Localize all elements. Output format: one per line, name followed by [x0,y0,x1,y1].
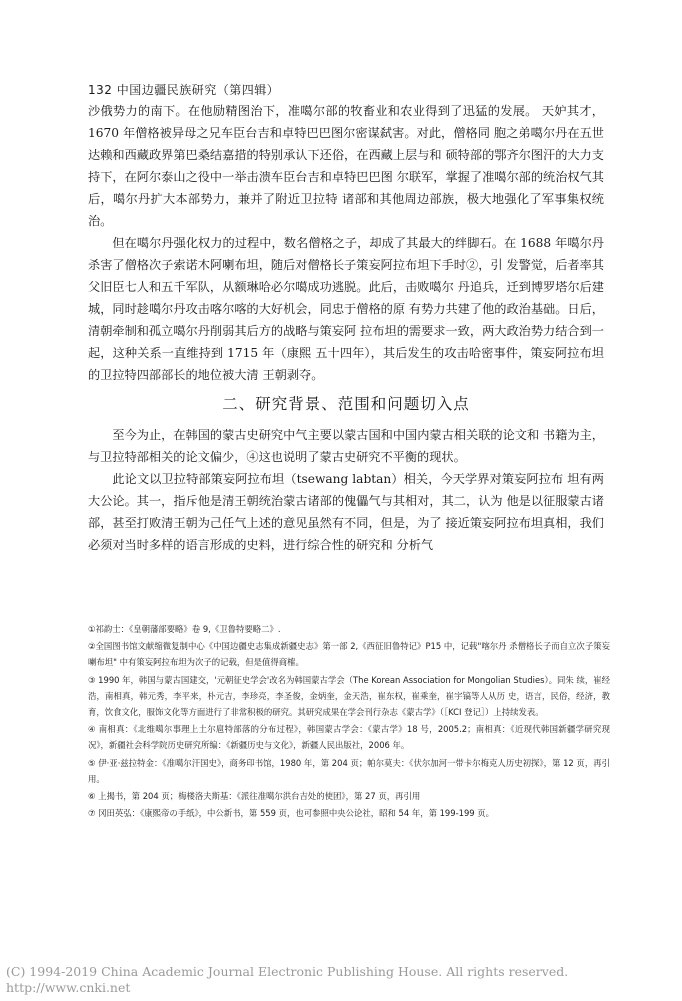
main-text [88,100,604,556]
paragraph: 至今为止，在韩国的蒙古史研究中气主要以蒙古国和中国内蒙古相关联的论文和 书籍为主，与卫拉特部相关的论文偏少，④这也说明了蒙古史研究不平衡的现状。 [88,428,604,464]
section-heading: 二、研究背景、范围和问题切入点 [222,395,470,413]
footnote: ①祁韵士：《皇朝藩部要略》卷 9,《卫鲁特要略二》. [88,624,281,634]
copyright-watermark [6,964,568,996]
publisher-url[interactable]: http://www.cnki.net [6,980,131,995]
footnotes [88,621,610,821]
footnote: ②全国图书馆文献缩微复制中心《中国边疆史志集成新疆史志》第一部 2,《西征旧鲁特记》P15 中，记载"喀尔丹 杀僧格长子而自立次子策妄喇布坦" 中有策妄阿拉布坦为次子的记载，但是值得商榷。 [88,641,610,668]
footnote: ⑤ 伊·亚·兹拉特金：《准噶尔汗国史》，商务印书馆，1980 年，第 204 页；帕尔莫夫：《伏尔加河一带卡尔梅克人历史初探》，第 12 页，再引用。 [88,757,610,784]
copyright-line: (C) 1994-2019 China Academic Journal Electronic Publishing House. All rights reserved. [6,964,569,979]
footnote: ⑦ 冈田英弘：《康熙帝の手纸》，中公新书，第 559 页，也可参照中央公论社，昭和 54 年，第 199-199 页。 [88,808,495,819]
paragraph: 此论文以卫拉特部策妄阿拉布坦（tsewang labtan）相关，今天学界对策妄阿拉布 坦有两大公论。其一，指斥他是清王朝统治蒙古诸部的傀儡气与其相对，其二，认为 他是以征服蒙古诸部，甚至打败清王朝为己任气上述的意见虽然有不同，但是，为了 接近策妄阿拉布坦真相，我们必须对当时多样的语言形成的史料，进行综合性的研究和 分析气 [88,472,604,552]
footnote: ④ 南相真：《北维噶尔事理上土尔扈特部落的分布过程》，韩国蒙古学会：《蒙古学》18 号，2005.2；南相真：《近现代韩国新疆学研究现况》，新疆社会科学院历史研究所编：《新疆历史与文化》，新疆人民出版社，2006 年。 [88,724,610,751]
running-head: 132 中国边疆民族研究（第四辑） [88,83,280,97]
footnote: ③ 1990 年，韩国与蒙古国建交，'元朝征史学会'改名为韩国蒙古学会（The Korean Association for Mongolian Studies）。同朱 续，崔经浩，南相真，韩元秀，李平来，朴元吉，李珍亮，李圣俊，金炳奎，金天浩，崔东权，崔乘奎，崔宇镐等人从历 史，语言，民俗，经济，教育，饮食文化，服饰文化等方面进行了非常积极的研究。其研究成果在学会刊行杂志《蒙古学》（［KCI 登记］）上持续发表。 [88,674,610,718]
paragraph: 沙俄势力的南下。在他励精图治下，准噶尔部的牧畜业和农业得到了迅猛的发展。 天妒其才，1670 年僧格被异母之兄车臣台吉和卓特巴巴图尔密谋弑害。对此，僧格同 胞之弟噶尔丹在五世达赖和西藏政界第巴桑结嘉措的特别承认下还俗，在西藏上层与和 硕特部的鄂齐尔图汗的大力支持下，在阿尔泰山之役中一举击溃车臣台吉和卓特巴巴图 尔联军，掌握了准噶尔部的统治权气其后，噶尔丹扩大本部势力，兼并了附近卫拉特 诸部和其他周边部族，极大地强化了军事集权统治。 [88,104,604,228]
footnote: ⑥ 上揭书，第 204 页；梅楼洛夫斯基：《派往准噶尔洪台吉处的使团》，第 27 页，再引用 [88,791,421,802]
paragraph: 但在噶尔丹强化权力的过程中，数名僧格之子，却成了其最大的绊脚石。在 1688 年噶尔丹杀害了僧格次子索诺木阿喇布坦，随后对僧格长子策妄阿拉布坦下手时②，引 发警觉，后者率其父旧臣七人和五千军队，从额琳哈必尔噶成功逃脱。此后，击败噶尔 丹追兵，迁到博罗塔尔后建城，同时趁噶尔丹攻击喀尔喀的大好机会，同忠于僧格的原 有势力共建了他的政治基础。日后，清朝牵制和孤立噶尔丹削弱其后方的战略与策妄阿 拉布坦的需要求一致，两大政治势力结合到一起，这种关系一直维持到 1715 年（康熙 五十四年），其后发生的攻击哈密事件，策妄阿拉布坦的卫拉特四部部长的地位被大清 王朝剥夺。 [88,236,604,382]
